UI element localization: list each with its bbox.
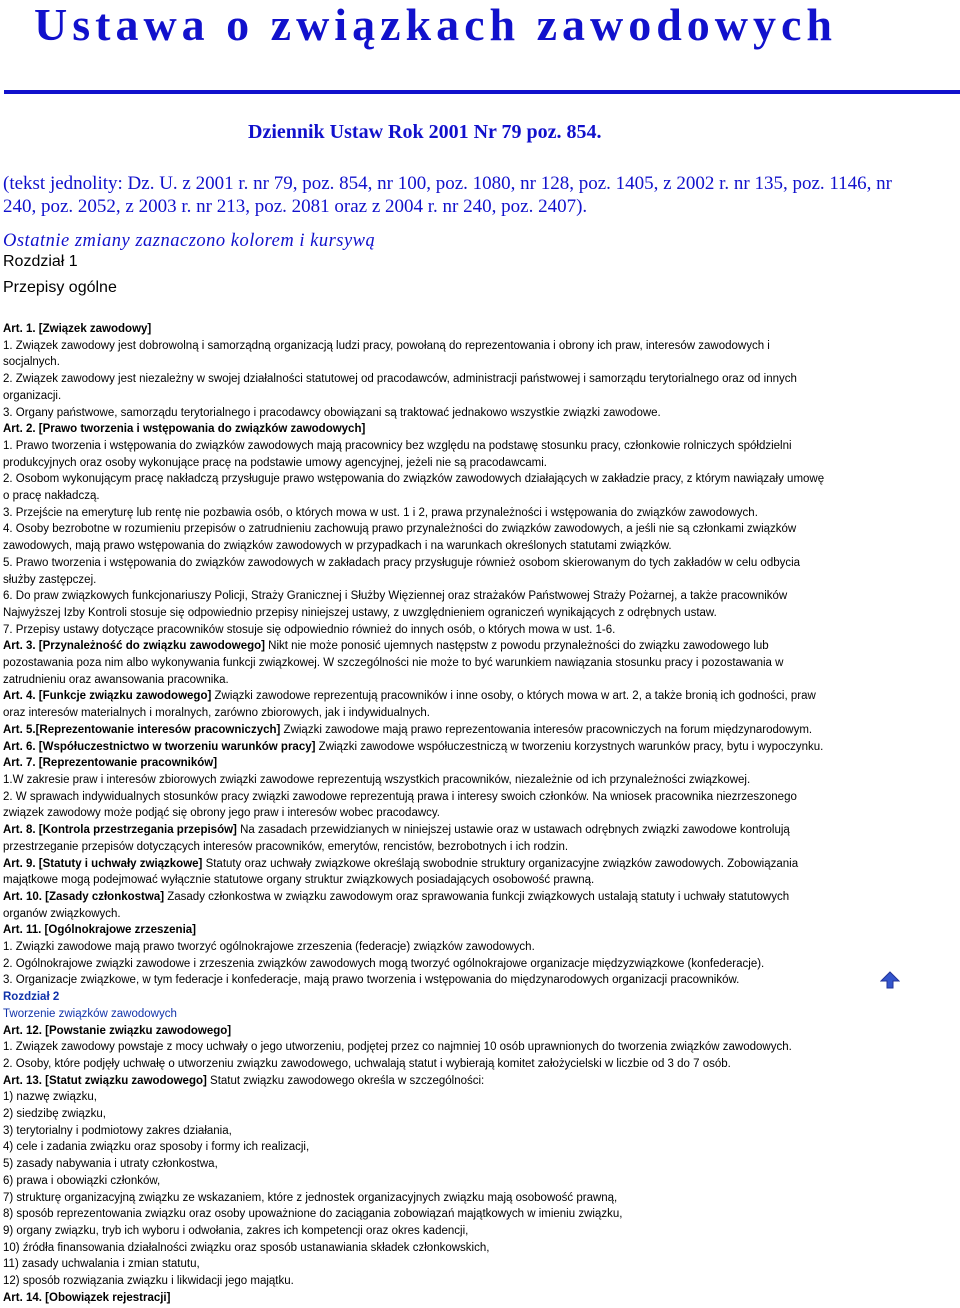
article-text: zawodowych, mają prawo wstępowania do związków zawodowych w przypadkach i na warunkach określonych statutami związków. bbox=[3, 540, 672, 553]
article-heading-line bbox=[3, 856, 901, 873]
text-line bbox=[3, 538, 901, 555]
article-heading-line bbox=[3, 638, 901, 655]
text-line bbox=[3, 1273, 901, 1290]
article-text: służby zastępczej. bbox=[3, 573, 97, 586]
text-line bbox=[3, 338, 901, 355]
article-text: 2. W sprawach indywidualnych stosunków pracy związki zawodowe reprezentują prawa i interesy swoich członków. Na wniosek pracownika niezrzeszonego bbox=[3, 790, 797, 803]
article-heading: Art. 8. [Kontrola przestrzegania przepisów] bbox=[3, 824, 237, 837]
article-text: 5. Prawo tworzenia i wstępowania do związków zawodowych w zakładach pracy przysługuje również osobom skierowanym do tych zakładów w celu odbycia bbox=[3, 556, 801, 569]
text-line bbox=[3, 1206, 901, 1223]
journal-reference: Dziennik Ustaw Rok 2001 Nr 79 poz. 854. bbox=[248, 121, 602, 143]
article-text: 1. Związek zawodowy jest dobrowolną i samorządną organizacją ludzi pracy, powołaną do reprezentowania i obrony ich praw, interesów zawodowych i bbox=[3, 339, 770, 352]
article-heading: Art. 3. [Przynależność do związku zawodowego] bbox=[3, 640, 265, 653]
text-line bbox=[3, 1056, 901, 1073]
text-line bbox=[3, 1190, 901, 1207]
back-to-top-arrow-icon[interactable] bbox=[880, 971, 900, 989]
article-heading-line bbox=[3, 822, 901, 839]
article-text: produkcyjnych oraz osoby wykonujące pracę na podstawie umowy agencyjnej, jeżeli nie są pracodawcami. bbox=[3, 456, 547, 469]
article-text: 3. Organizacje związkowe, w tym federacje i konfederacje, mają prawo tworzenia i wstępowania do międzynarodowych organizacji pracowników. bbox=[3, 974, 740, 987]
article-text: 11) zasady uchwalania i zmian statutu, bbox=[3, 1258, 200, 1271]
article-text: 4) cele i zadania związku oraz sposoby i formy ich realizacji, bbox=[3, 1141, 310, 1154]
article-heading-line bbox=[3, 755, 901, 772]
article-text: 1. Prawo tworzenia i wstępowania do związków zawodowych mają pracownicy bez względu na podstawę stosunku pracy, członkowie rolniczych spółdzielni bbox=[3, 439, 792, 452]
article-text: zatrudnieniu oraz awansowania pracownika. bbox=[3, 673, 229, 686]
article-text: 9) organy związku, tryb ich wyboru i odwołania, zakres ich kompetencji oraz okres kadencji, bbox=[3, 1224, 469, 1237]
article-heading-line bbox=[3, 688, 901, 705]
article-text: 1. Związki zawodowe mają prawo tworzyć ogólnokrajowe zrzeszenia (federacje) związków zawodowych. bbox=[3, 941, 535, 954]
article-text: Związki zawodowe współuczestniczą w tworzeniu korzystnych warunków pracy, bytu i wypoczynku. bbox=[315, 740, 824, 753]
article-text: Na zasadach przewidzianych w niniejszej ustawie oraz w ustawach odrębnych związki zawodowe kontrolują bbox=[236, 824, 790, 837]
article-text: 2. Związek zawodowy jest niezależny w swojej działalności statutowej od pracodawców, administracji państwowej i samorządu terytorialnego oraz od innych bbox=[3, 373, 797, 386]
article-text: 2) siedzibę związku, bbox=[3, 1108, 106, 1121]
article-heading-line bbox=[3, 889, 901, 906]
article-heading: Art. 2. [Prawo tworzenia i wstępowania do związków zawodowych] bbox=[3, 423, 366, 436]
article-heading: Tworzenie związków zawodowych bbox=[3, 1007, 177, 1020]
article-text: 12) sposób rozwiązania związku i likwidacji jego majątku. bbox=[3, 1275, 294, 1288]
consolidated-text-note: (tekst jednolity: Dz. U. z 2001 r. nr 79, poz. 854, nr 100, poz. 1080, nr 128, poz. 1405, z 2002 r. nr 135, poz. 1146, nr 240, poz. 2052, z 2003 r. nr 213, poz. 2081 oraz z 2004 r. nr 240, poz. 2407). bbox=[3, 173, 893, 217]
text-line bbox=[3, 488, 901, 505]
article-text: 8) sposób reprezentowania związku oraz osoby upoważnione do zaciągania zobowiązań majątkowych w imieniu związku, bbox=[3, 1208, 623, 1221]
chapter-1-title: Przepisy ogólne bbox=[3, 279, 117, 296]
text-line bbox=[3, 622, 901, 639]
text-line bbox=[3, 1156, 901, 1173]
text-line bbox=[3, 388, 901, 405]
article-heading-line bbox=[3, 739, 901, 756]
article-text: Związki zawodowe mają prawo reprezentowania interesów pracowniczych na forum międzynarodowym. bbox=[280, 723, 813, 736]
text-line bbox=[3, 1256, 901, 1273]
article-text: majątkowe mogą podejmować wyłącznie statutowe organy struktur związkowych posiadających osobowość prawną. bbox=[3, 874, 595, 887]
text-line bbox=[3, 1089, 901, 1106]
article-heading: Art. 10. [Zasady członkostwa] bbox=[3, 890, 165, 903]
article-text: przestrzeganie przepisów dotyczących interesów pracowników, emerytów, rencistów, bezrobotnych i ich rodzin. bbox=[3, 840, 569, 853]
article-text: Najwyższej Izby Kontroli stosuje się odpowiednio przepisy niniejszej ustawy, z uwzględnieniem ograniczeń wynikających z odrębnych ustaw. bbox=[3, 606, 717, 619]
article-text: o pracę nakładczą. bbox=[3, 490, 100, 503]
article-heading-line bbox=[3, 722, 901, 739]
text-line bbox=[3, 1039, 901, 1056]
article-heading: Art. 1. [Związek zawodowy] bbox=[3, 323, 152, 335]
article-heading-line bbox=[3, 1290, 901, 1307]
article-text: 2. Osobom wykonującym pracę nakładczą przysługuje prawo wstępowania do związków zawodowych działających w zakładzie pracy, z którym nawiązały umowę bbox=[3, 473, 825, 486]
article-heading: Rozdział 2 bbox=[3, 991, 60, 1004]
article-text: Statut związku zawodowego określa w szczególności: bbox=[206, 1074, 485, 1087]
article-text: 7. Przepisy ustawy dotyczące pracowników stosuje się odpowiednio również do innych osób, o których mowa w ust. 1-6. bbox=[3, 623, 616, 636]
article-text: 1. Związek zawodowy powstaje z mocy uchwały o jego utworzeniu, podjętej przez co najmniej 10 osób uprawnionych do tworzenia związków zawodowych. bbox=[3, 1041, 792, 1054]
text-line bbox=[3, 805, 901, 822]
text-line bbox=[3, 371, 901, 388]
text-line bbox=[3, 1223, 901, 1240]
article-text: pozostawania poza nim albo wykonywania funkcji związkowej. W szczególności nie może to być warunkiem nawiązania stosunku pracy i pozostawania w bbox=[3, 657, 784, 670]
article-heading-line bbox=[3, 922, 901, 939]
text-line bbox=[3, 1173, 901, 1190]
text-line bbox=[3, 1123, 901, 1140]
text-line bbox=[3, 1106, 901, 1123]
article-text: 3) terytorialny i podmiotowy zakres działania, bbox=[3, 1124, 232, 1137]
text-line bbox=[3, 438, 901, 455]
article-heading: Art. 5.[Reprezentowanie interesów pracowniczych] bbox=[3, 723, 281, 736]
article-text: 6) prawa i obowiązki członków, bbox=[3, 1174, 161, 1187]
article-text: związek zawodowy może podjąć się obrony jego praw i interesów wobec pracodawcy. bbox=[3, 807, 440, 820]
article-text: oraz interesów materialnych i moralnych, zarówno zbiorowych, jak i indywidualnych. bbox=[3, 707, 430, 720]
text-line bbox=[3, 354, 901, 371]
chapter-1-heading: Rozdział 1 bbox=[3, 253, 78, 270]
text-line bbox=[3, 789, 901, 806]
article-text: 6. Do praw związkowych funkcjonariuszy Policji, Straży Granicznej i Służby Więziennej oraz strażaków Państwowej Straży Pożarnej, a także pracowników bbox=[3, 590, 788, 603]
article-text: 5) zasady nabywania i utraty członkostwa, bbox=[3, 1158, 218, 1171]
article-text: Zasady członkostwa w związku zawodowym oraz sprawowania funkcji związkowych ustalają statuty i uchwały statutowych bbox=[164, 890, 790, 903]
article-heading-line bbox=[3, 321, 901, 338]
article-text: 3. Organy państwowe, samorządu terytorialnego i pracodawcy obowiązani są traktować jednakowo wszystkie związki zawodowe. bbox=[3, 406, 661, 419]
article-text: 4. Osoby bezrobotne w rozumieniu przepisów o zatrudnieniu zachowują prawo przynależności do związków zawodowych, a jeśli nie są członkami związków bbox=[3, 523, 797, 536]
text-line bbox=[3, 705, 901, 722]
article-heading-line bbox=[3, 1006, 901, 1023]
text-line bbox=[3, 405, 901, 422]
amendments-note: Ostatnie zmiany zaznaczono kolorem i kursywą bbox=[3, 231, 376, 251]
text-line bbox=[3, 471, 901, 488]
text-line bbox=[3, 1139, 901, 1156]
text-line bbox=[3, 956, 901, 973]
article-heading: Art. 6. [Współuczestnictwo w tworzeniu warunków pracy] bbox=[3, 740, 316, 753]
article-heading: Art. 4. [Funkcje związku zawodowego] bbox=[3, 690, 212, 703]
article-heading-line bbox=[3, 1023, 901, 1040]
article-text: Nikt nie może ponosić ujemnych następstw z powodu przynależności do związku zawodowego lub bbox=[264, 640, 769, 653]
text-line bbox=[3, 1240, 901, 1257]
text-line bbox=[3, 605, 901, 622]
article-heading: Art. 11. [Ogólnokrajowe zrzeszenia] bbox=[3, 924, 196, 937]
article-heading-line bbox=[3, 1073, 901, 1090]
law-text-body bbox=[3, 321, 901, 1306]
article-text: 2. Osoby, które podjęły uchwałę o utworzeniu związku zawodowego, uchwalają statut i wybierają komitet założycielski w liczbie od 3 do 7 osób. bbox=[3, 1057, 731, 1070]
text-line bbox=[3, 521, 901, 538]
article-text: socjalnych. bbox=[3, 356, 60, 369]
article-text: Statuty oraz uchwały związkowe określają swobodnie struktury organizacyjne związków zawodowych. Zobowiązania bbox=[202, 857, 799, 870]
text-line bbox=[3, 588, 901, 605]
text-line bbox=[3, 455, 901, 472]
article-text: 3. Przejście na emeryturę lub rentę nie pozbawia osób, o których mowa w ust. 1 i 2, prawa przynależności i wstępowania do związków zawodowych. bbox=[3, 506, 758, 519]
article-text: Związki zawodowe reprezentują pracowników i inne osoby, o których mowa w art. 2, a także bronią ich godności, praw bbox=[211, 690, 816, 703]
text-line bbox=[3, 672, 901, 689]
article-heading: Art. 9. [Statuty i uchwały związkowe] bbox=[3, 857, 203, 870]
article-text: 7) strukturę organizacyjną związku ze wskazaniem, które z jednostek organizacyjnych związku mają osobowość prawną, bbox=[3, 1191, 618, 1204]
text-line bbox=[3, 839, 901, 856]
article-text: 2. Ogólnokrajowe związki zawodowe i zrzeszenia związków zawodowych mogą tworzyć ogólnokrajowe organizacje międzyzwiązkowe (konfederacje). bbox=[3, 957, 765, 970]
text-line bbox=[3, 655, 901, 672]
text-line bbox=[3, 906, 901, 923]
article-text: 1.W zakresie praw i interesów zbiorowych związki zawodowe reprezentują wszystkich pracowników, niezależnie od ich przynależności związkowej. bbox=[3, 773, 751, 786]
text-line bbox=[3, 505, 901, 522]
text-line bbox=[3, 772, 901, 789]
article-text: 10) źródła finansowania działalności związku oraz sposób ustanawiania składek członkowskich, bbox=[3, 1241, 490, 1254]
title-underline bbox=[4, 90, 960, 94]
article-text: organizacji. bbox=[3, 389, 62, 402]
article-text: organów związkowych. bbox=[3, 907, 121, 920]
text-line bbox=[3, 972, 901, 989]
text-line bbox=[3, 872, 901, 889]
article-heading: Art. 14. [Obowiązek rejestracji] bbox=[3, 1291, 171, 1304]
text-line bbox=[3, 939, 901, 956]
document-title: Ustawa o związkach zawodowych bbox=[34, 0, 838, 50]
article-heading-line bbox=[3, 989, 901, 1006]
text-line bbox=[3, 572, 901, 589]
article-heading: Art. 13. [Statut związku zawodowego] bbox=[3, 1074, 207, 1087]
article-heading: Art. 12. [Powstanie związku zawodowego] bbox=[3, 1024, 232, 1037]
article-heading: Art. 7. [Reprezentowanie pracowników] bbox=[3, 757, 218, 770]
text-line bbox=[3, 555, 901, 572]
article-text: 1) nazwę związku, bbox=[3, 1091, 97, 1104]
article-heading-line bbox=[3, 421, 901, 438]
